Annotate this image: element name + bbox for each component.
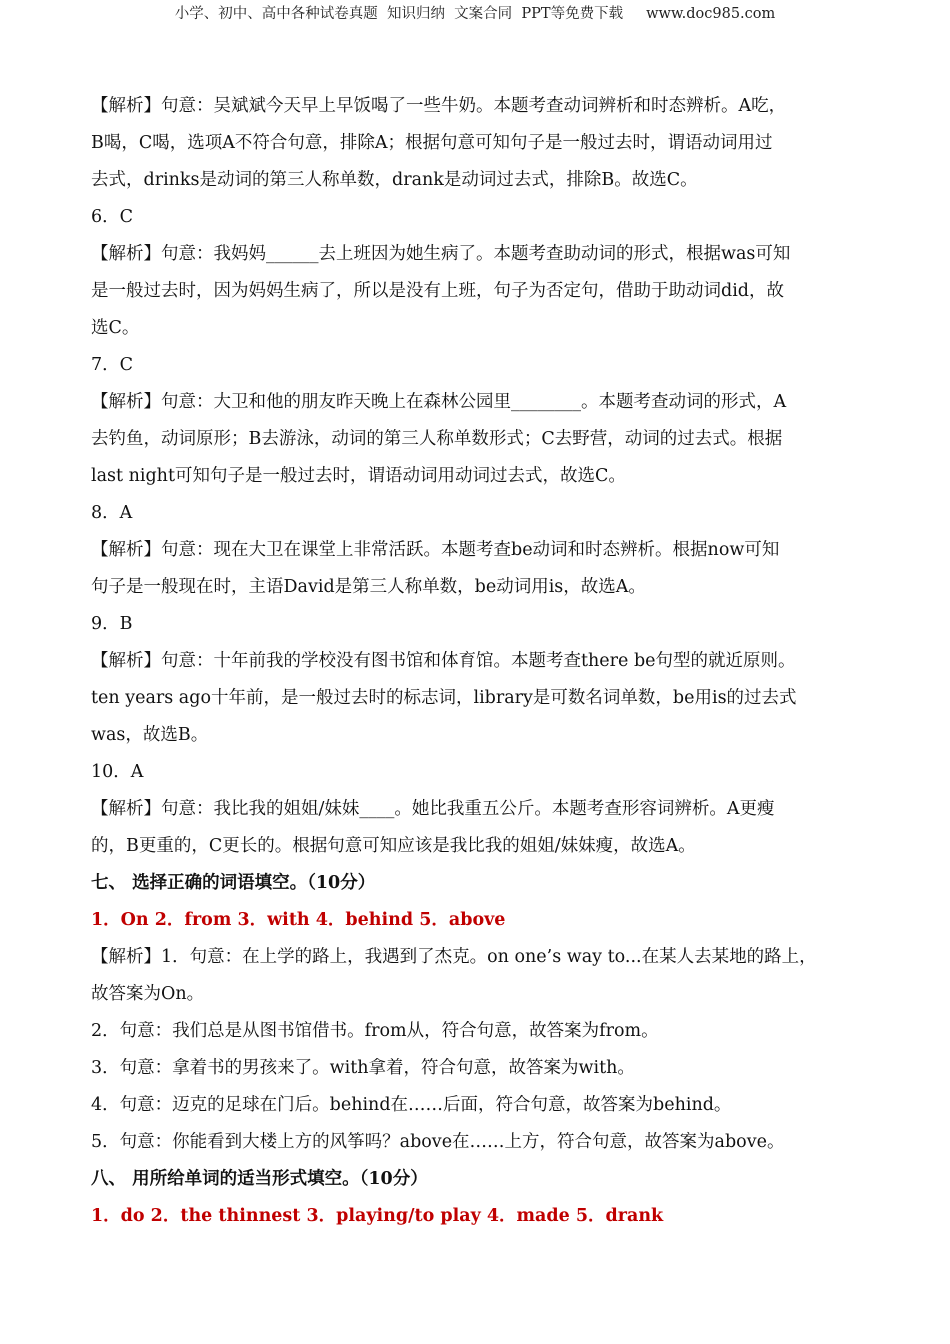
page-header: 小学、初中、高中各种试卷真题 知识归纳 文案合同 PPT等免费下载 www.doc985.com [174, 6, 776, 22]
text-line: 去式，drinks是动词的第三人称单数，drank是动词过去式，排除B。故选C。 [91, 170, 698, 190]
section-heading: 七、 选择正确的词语填空。（10分） [91, 873, 376, 893]
answer-line: 1．do 2．the thinnest 3．playing/to play 4．made 5．drank [91, 1206, 664, 1226]
text-line: 【解析】句意：我比我的姐姐/妹妹____。她比我重五公斤。本题考查形容词辨析。A更瘦 [91, 799, 775, 819]
text-line: 10．A [91, 762, 144, 782]
text-line: 【解析】句意：大卫和他的朋友昨天晚上在森林公园里________。本题考查动词的形式，A [91, 392, 787, 412]
text-line: 3．句意：拿着书的男孩来了。with拿着，符合句意，故答案为with。 [91, 1058, 635, 1078]
text-line: 【解析】句意：我妈妈______去上班因为她生病了。本题考查助动词的形式，根据was可知 [91, 244, 791, 264]
text-line: 句子是一般现在时，主语David是第三人称单数，be动词用is，故选A。 [91, 577, 646, 597]
text-line: 【解析】句意：十年前我的学校没有图书馆和体育馆。本题考查there be句型的就近原则。 [91, 651, 796, 671]
text-line: was，故选B。 [91, 725, 209, 745]
document-body [91, 88, 861, 1235]
text-line: last night可知句子是一般过去时，谓语动词用动词过去式，故选C。 [91, 466, 626, 486]
text-line: 是一般过去时，因为妈妈生病了，所以是没有上班，句子为否定句，借助于助动词did，故 [91, 281, 784, 301]
text-line: 8．A [91, 503, 133, 523]
text-line: 6．C [91, 207, 134, 227]
text-line: 7．C [91, 355, 134, 375]
text-line: 选C。 [91, 318, 140, 338]
text-line: 【解析】句意：吴斌斌今天早上早饭喝了一些牛奶。本题考查动词辨析和时态辨析。A吃， [91, 96, 787, 116]
text-line: ten years ago十年前，是一般过去时的标志词，library是可数名词单数，be用is的过去式 [91, 688, 797, 708]
text-line: 去钓鱼，动词原形；B去游泳，动词的第三人称单数形式；C去野营，动词的过去式。根据 [91, 429, 783, 449]
text-line: B喝，C喝，选项A不符合句意，排除A；根据句意可知句子是一般过去时，谓语动词用过 [91, 133, 773, 153]
section-heading: 八、 用所给单词的适当形式填空。（10分） [91, 1169, 428, 1189]
text-line: 的，B更重的，C更长的。根据句意可知应该是我比我的姐姐/妹妹瘦，故选A。 [91, 836, 696, 856]
text-line: 故答案为On。 [91, 984, 205, 1004]
text-line: 【解析】句意：现在大卫在课堂上非常活跃。本题考查be动词和时态辨析。根据now可知 [91, 540, 780, 560]
text-line: 4．句意：迈克的足球在门后。behind在……后面，符合句意，故答案为behind。 [91, 1095, 732, 1115]
text-line: 9．B [91, 614, 133, 634]
text-line: 【解析】1．句意：在上学的路上，我遇到了杰克。on one’s way to...在某人去某地的路上， [91, 947, 817, 967]
answer-line: 1．On 2．from 3．with 4．behind 5．above [91, 910, 506, 930]
text-line: 5．句意：你能看到大楼上方的风筝吗？above在……上方，符合句意，故答案为above。 [91, 1132, 785, 1152]
text-line: 2．句意：我们总是从图书馆借书。from从，符合句意，故答案为from。 [91, 1021, 659, 1041]
